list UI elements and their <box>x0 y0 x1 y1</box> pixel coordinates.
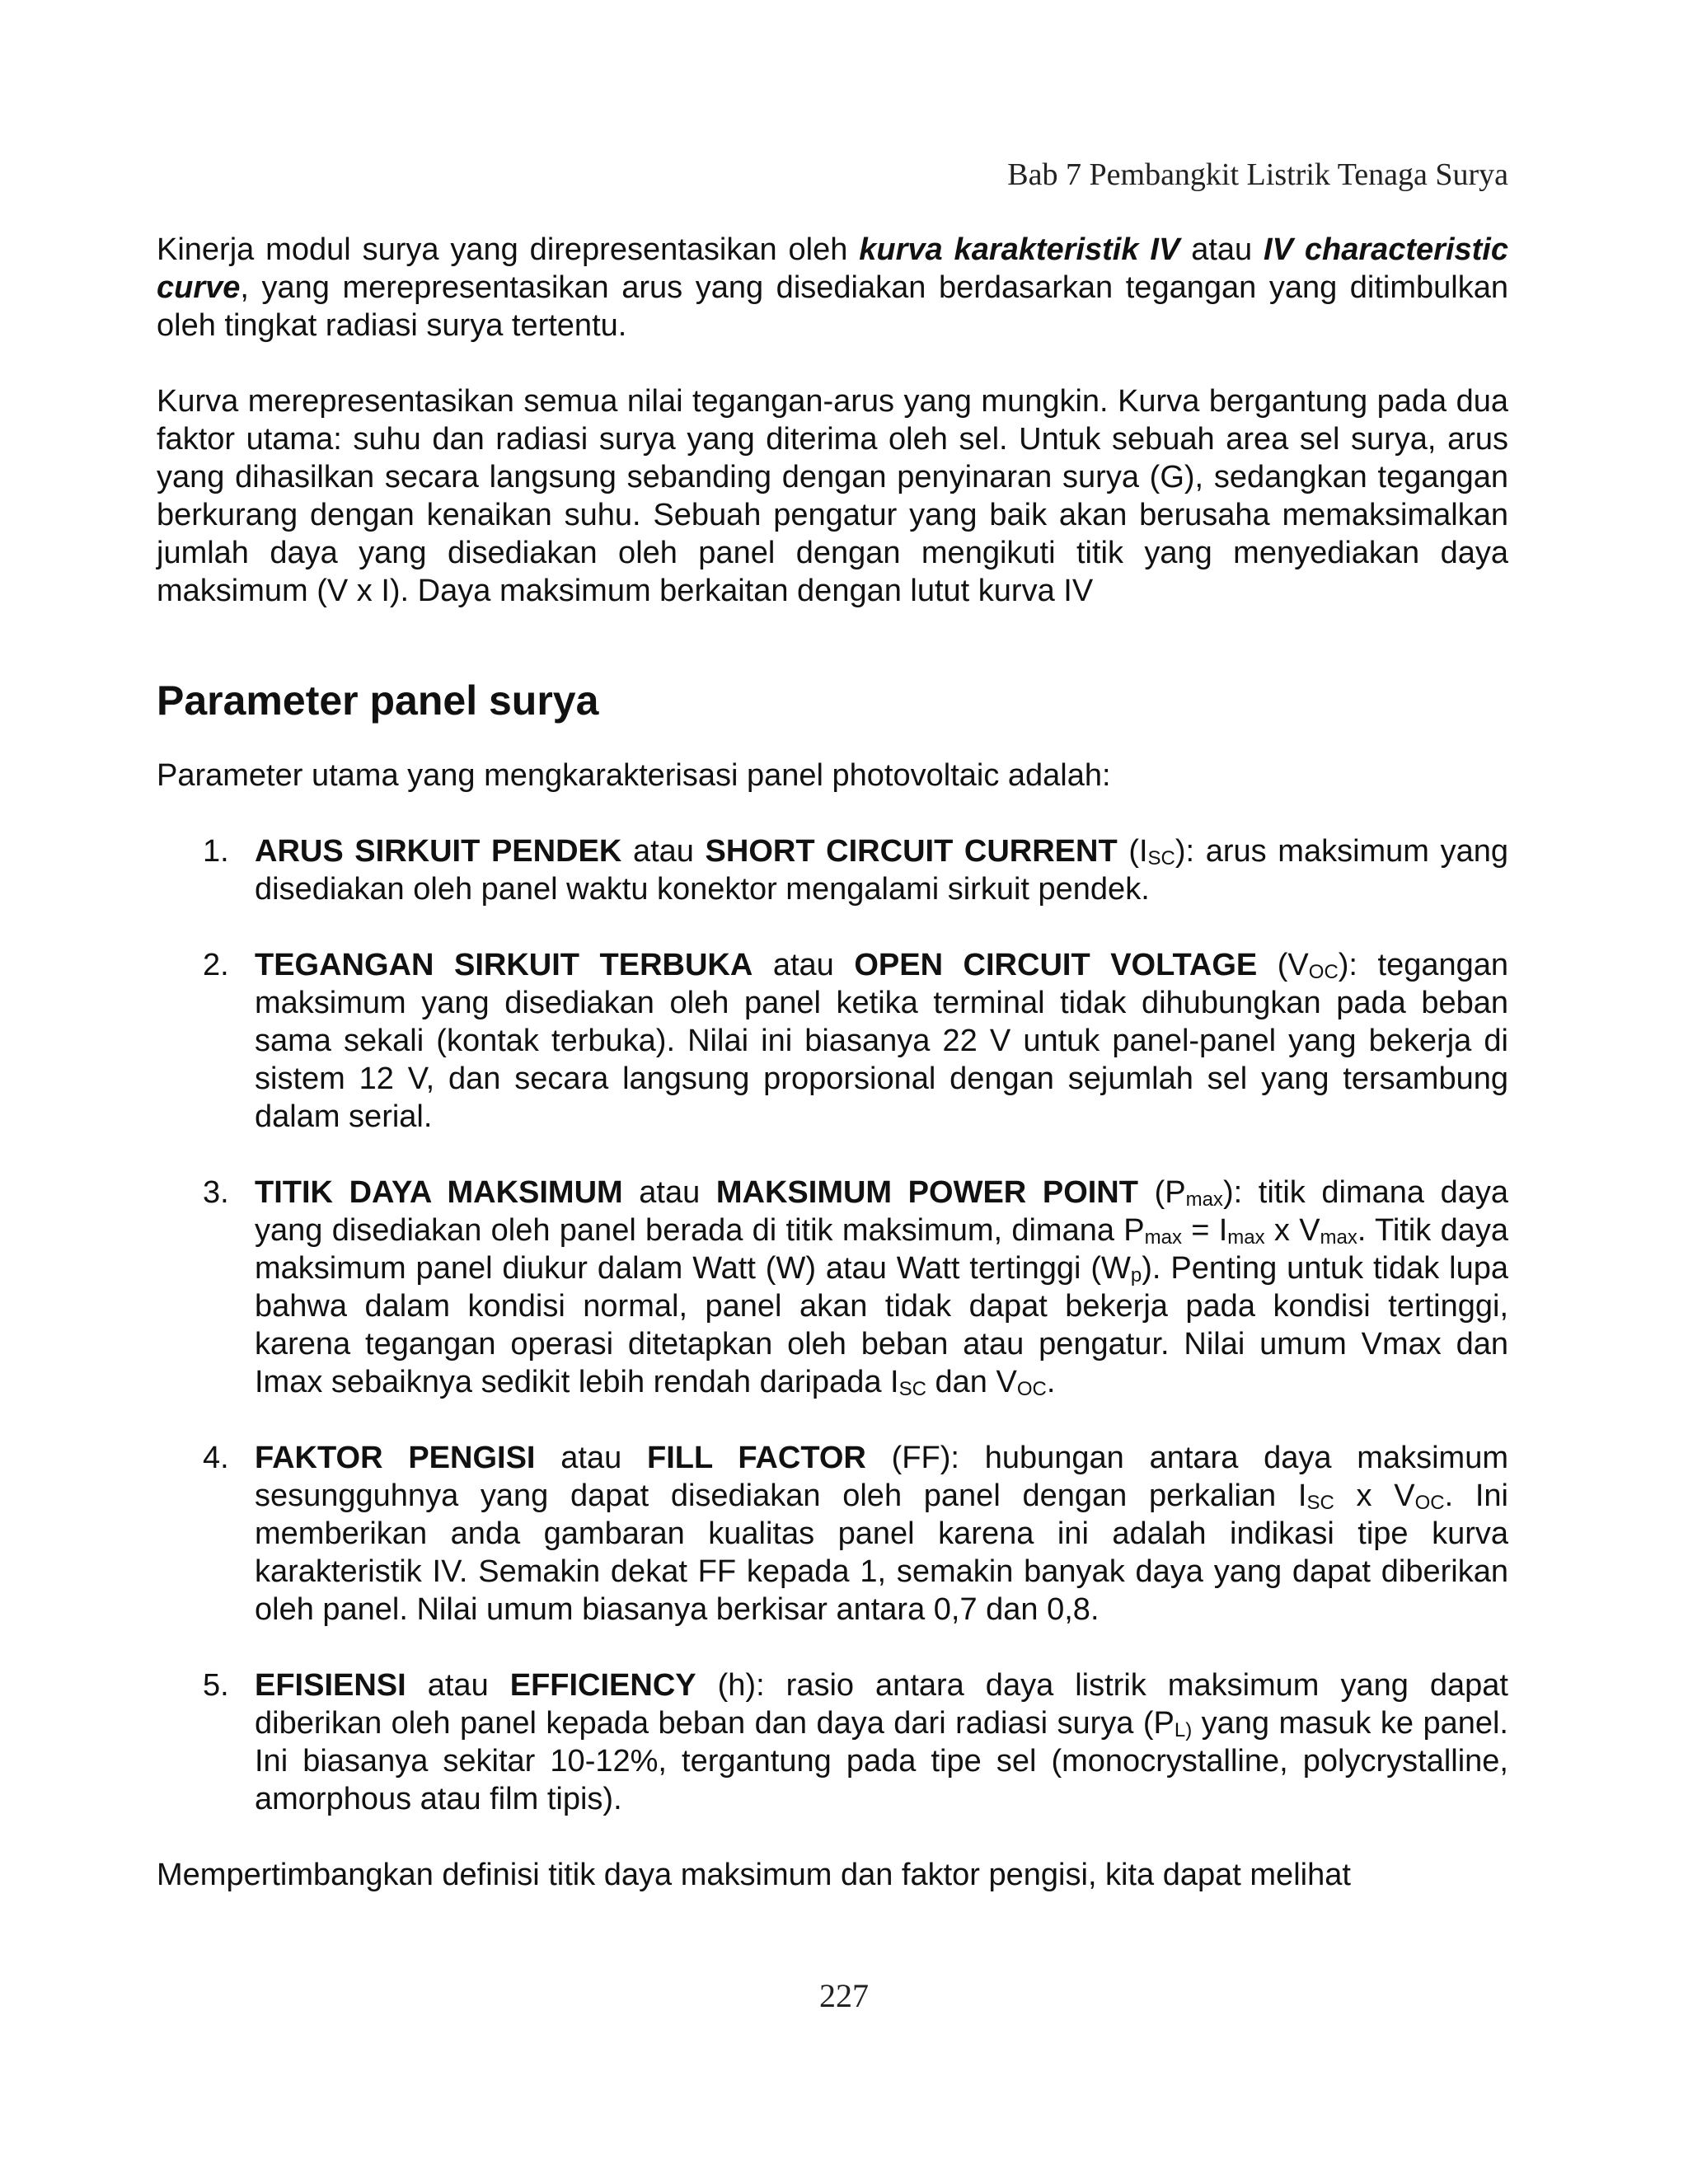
term-iv-curve-id: kurva karakteristik IV <box>859 232 1180 267</box>
item-text: . Ini memberikan anda gambaran kualitas panel karena ini adalah indikasi tipe kurva karakteristik IV. Semakin dekat FF kepada 1, semakin banyak daya yang dapat diberikan oleh panel. Nilai umum biasanya berkisar antara 0,7 dan 0,8. <box>255 1479 1508 1627</box>
subscript: max <box>1185 1188 1223 1211</box>
item-text: (h): rasio antara daya listrik maksimum yang dapat diberikan oleh panel kepada beban dan daya dari radiasi surya (P <box>255 1668 1508 1741</box>
item-term: ARUS SIRKUIT PENDEK <box>255 834 622 869</box>
item-text: dan V <box>926 1365 1017 1399</box>
item-text: yang masuk ke panel. Ini biasanya sekitar 10-12%, tergantung pada tipe sel (monocrystalline, polycrystalline, amorphous atau film tipis). <box>255 1706 1508 1816</box>
list-item <box>157 832 1508 908</box>
item-number: 2. <box>203 948 229 982</box>
item-text: (FF): hubungan antara daya maksimum sesungguhnya yang dapat disediakan oleh panel dengan perkalian I <box>255 1441 1508 1513</box>
subscript: max <box>1144 1226 1182 1249</box>
item-term-en: EFFICIENCY <box>509 1668 696 1703</box>
item-text: atau <box>753 948 855 982</box>
item-text: atau <box>621 834 706 869</box>
subscript: max <box>1320 1226 1357 1249</box>
intro-paragraph-1 <box>157 231 1508 344</box>
section-heading: Parameter panel surya <box>157 677 599 724</box>
item-text: ): tegangan maksimum yang disediakan oleh panel ketika terminal tidak dihubungkan pada beban sama sekali (kontak terbuka). Nilai ini biasanya 22 V untuk panel-panel yang bekerja di sistem 12 V, dan secara langsung proporsional dengan sejumlah sel yang tersambung dalam serial. <box>255 948 1509 1134</box>
subscript: SC <box>1306 1492 1334 1514</box>
intro-text: , yang merepresentasikan arus yang disediakan berdasarkan tegangan yang ditimbulkan oleh tingkat radiasi surya tertentu. <box>157 270 1508 343</box>
item-text: (V <box>1257 948 1309 982</box>
item-text: = I <box>1181 1213 1228 1248</box>
item-term-en: FILL FACTOR <box>647 1441 866 1475</box>
page-number: 227 <box>819 1977 869 2014</box>
item-term: TITIK DAYA MAKSIMUM <box>255 1175 623 1210</box>
closing-paragraph: Mempertimbangkan definisi titik daya maksimum dan faktor pengisi, kita dapat melihat <box>157 1858 1351 1892</box>
list-item <box>157 1666 1508 1818</box>
subscript: SC <box>898 1378 926 1400</box>
subscript: OC <box>1016 1378 1047 1400</box>
item-term: TEGANGAN SIRKUIT TERBUKA <box>255 948 753 982</box>
item-text: (I <box>1117 834 1148 869</box>
item-text: x V <box>1264 1213 1320 1248</box>
subscript: OC <box>1308 961 1339 983</box>
section-lead: Parameter utama yang mengkarakterisasi panel photovoltaic adalah: <box>157 758 1111 793</box>
item-text: atau <box>535 1441 648 1475</box>
item-term-en: SHORT CIRCUIT CURRENT <box>705 834 1118 869</box>
subscript: SC <box>1147 847 1175 869</box>
subscript: p <box>1130 1264 1142 1286</box>
item-term: FAKTOR PENGISI <box>255 1441 536 1475</box>
item-text: atau <box>406 1668 510 1703</box>
intro-paragraph-2: Kurva merepresentasikan semua nilai tegangan-arus yang mungkin. Kurva bergantung pada dua faktor utama: suhu dan radiasi surya yang diterima oleh sel. Untuk sebuah area sel surya, arus yang dihasilkan secara langsung sebanding dengan penyinaran surya (G), sedangkan tegangan berkurang dengan kenaikan suhu. Sebuah pengatur yang baik akan berusaha memaksimalkan jumlah daya yang disediakan oleh panel dengan mengikuti titik yang menyediakan daya maksimum (V x I). Daya maksimum berkaitan dengan lutut kurva IV <box>157 384 1508 608</box>
item-text: x V <box>1334 1479 1415 1513</box>
item-number: 5. <box>203 1668 229 1703</box>
item-text: . <box>1046 1365 1056 1399</box>
item-number: 4. <box>203 1441 229 1475</box>
subscript: max <box>1227 1226 1265 1249</box>
item-text: ). Penting untuk tidak lupa bahwa dalam kondisi normal, panel akan tidak dapat bekerja pada kondisi tertinggi, karena tegangan operasi ditetapkan oleh beban atau pengatur. Nilai umum Vmax dan Imax sebaiknya sedikit lebih rendah daripada I <box>255 1251 1508 1399</box>
subscript: OC <box>1414 1492 1445 1514</box>
page-body <box>157 231 1508 1932</box>
item-term-en: MAKSIMUM POWER POINT <box>715 1175 1138 1210</box>
item-text: ): titik dimana daya yang disediakan oleh panel berada di titik maksimum, dimana P <box>255 1175 1509 1248</box>
item-number: 3. <box>203 1175 229 1210</box>
list-item <box>157 1174 1508 1401</box>
term-iv-curve-en: IV characteristic curve <box>157 232 1508 305</box>
item-text: . Titik daya maksimum panel diukur dalam Watt (W) atau Watt tertinggi (W <box>255 1213 1508 1286</box>
parameter-list <box>157 832 1508 1818</box>
item-text: atau <box>622 1175 716 1210</box>
item-text: ): arus maksimum yang disediakan oleh panel waktu konektor mengalami sirkuit pendek. <box>255 834 1509 907</box>
item-term: EFISIENSI <box>255 1668 406 1703</box>
running-header: Bab 7 Pembangkit Listrik Tenaga Surya <box>1007 157 1508 192</box>
item-number: 1. <box>203 834 229 869</box>
list-item <box>157 1439 1508 1629</box>
item-text: (P <box>1137 1175 1186 1210</box>
intro-text: Kinerja modul surya yang direpresentasikan oleh <box>157 232 860 267</box>
subscript: L) <box>1174 1719 1193 1741</box>
intro-text: atau <box>1179 232 1264 267</box>
list-item <box>157 946 1508 1136</box>
item-term-en: OPEN CIRCUIT VOLTAGE <box>854 948 1258 982</box>
